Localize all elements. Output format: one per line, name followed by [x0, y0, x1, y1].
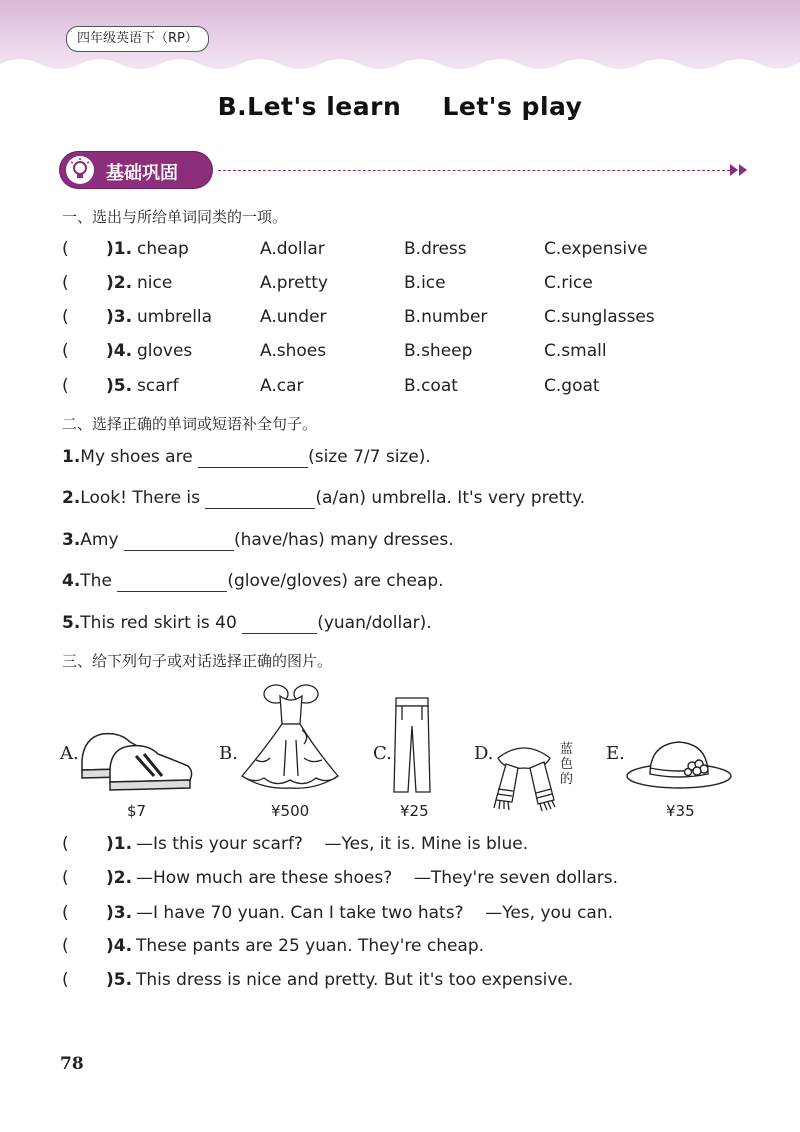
- title-part2: Let's play: [442, 92, 583, 121]
- answer-paren[interactable]: (: [62, 341, 69, 361]
- sentence-number: 3.: [62, 530, 81, 550]
- option-a: A.dollar: [260, 239, 325, 259]
- sentence-after: (size 7/7 size).: [308, 447, 431, 467]
- color-note: 蓝色的: [560, 742, 574, 787]
- page-title: [0, 92, 800, 121]
- option-c: C.expensive: [544, 239, 648, 259]
- question-number: )1.: [106, 834, 133, 854]
- question-text: —I have 70 yuan. Can I take two hats? —Yes, you can.: [136, 903, 614, 923]
- question-number: )2.: [106, 273, 133, 293]
- sentence-before: The: [80, 571, 118, 591]
- answer-paren[interactable]: (: [62, 834, 69, 854]
- sentence-before: Look! There is: [80, 488, 206, 508]
- option-a: A.under: [260, 307, 327, 327]
- question-word: scarf: [137, 376, 179, 396]
- sentence-after: (glove/gloves) are cheap.: [227, 571, 444, 591]
- question-text: —How much are these shoes? —They're seven dollars.: [136, 868, 619, 888]
- price-label: ¥25: [400, 802, 429, 820]
- question-word: nice: [137, 273, 173, 293]
- option-a: A.pretty: [260, 273, 328, 293]
- option-b: B.coat: [404, 376, 458, 396]
- answer-paren[interactable]: (: [62, 239, 69, 259]
- answer-paren[interactable]: (: [62, 376, 69, 396]
- picture-label: E.: [606, 743, 625, 764]
- question-word: gloves: [137, 341, 193, 361]
- option-c: C.goat: [544, 376, 600, 396]
- option-b: B.ice: [404, 273, 446, 293]
- price-label: $7: [127, 802, 147, 820]
- fill-sentence: [62, 613, 432, 634]
- option-b: B.number: [404, 307, 488, 327]
- hat-icon: [624, 736, 734, 794]
- part3-instruction: 三、给下列句子或对话选择正确的图片。: [62, 652, 333, 670]
- question-number: )5.: [106, 970, 133, 990]
- picture-label: A.: [60, 743, 79, 764]
- question-number: )1.: [106, 239, 133, 259]
- option-b: B.dress: [404, 239, 467, 259]
- answer-blank[interactable]: [242, 613, 317, 634]
- section-label: 基础巩固: [106, 163, 178, 184]
- sentence-number: 5.: [62, 613, 81, 633]
- fill-sentence: [62, 530, 454, 551]
- price-label: ¥35: [666, 802, 695, 820]
- lightbulb-icon: [66, 156, 94, 184]
- title-part1: B.Let's learn: [217, 92, 402, 121]
- sentence-before: Amy: [80, 530, 124, 550]
- sentence-after: (a/an) umbrella. It's very pretty.: [315, 488, 586, 508]
- fill-sentence: [62, 447, 431, 468]
- answer-paren[interactable]: (: [62, 307, 69, 327]
- question-number: )3.: [106, 307, 133, 327]
- option-c: C.sunglasses: [544, 307, 655, 327]
- option-b: B.sheep: [404, 341, 473, 361]
- option-c: C.small: [544, 341, 607, 361]
- answer-blank[interactable]: [124, 530, 234, 551]
- page-number: 78: [60, 1054, 84, 1074]
- fill-sentence: [62, 488, 585, 509]
- question-number: )4.: [106, 341, 133, 361]
- option-a: A.shoes: [260, 341, 327, 361]
- section-divider: [218, 170, 730, 171]
- question-word: cheap: [137, 239, 189, 259]
- picture-label: D.: [474, 743, 494, 764]
- fill-sentence: [62, 571, 444, 592]
- part2-instruction: 二、选择正确的单词或短语补全句子。: [62, 415, 318, 433]
- question-word: umbrella: [137, 307, 213, 327]
- picture-label: C.: [373, 743, 392, 764]
- sentence-number: 2.: [62, 488, 81, 508]
- answer-paren[interactable]: (: [62, 868, 69, 888]
- question-text: This dress is nice and pretty. But it's too expensive.: [136, 970, 574, 990]
- answer-blank[interactable]: [198, 447, 308, 468]
- shoes-icon: [76, 720, 196, 792]
- dress-icon: [234, 680, 344, 796]
- option-c: C.rice: [544, 273, 593, 293]
- book-tag: 四年级英语下（RP）: [66, 26, 209, 52]
- double-arrow-icon: [730, 162, 750, 182]
- sentence-number: 1.: [62, 447, 81, 467]
- price-label: ¥500: [271, 802, 310, 820]
- pants-icon: [390, 696, 434, 796]
- sentence-before: My shoes are: [80, 447, 199, 467]
- option-a: A.car: [260, 376, 304, 396]
- picture-label: B.: [219, 743, 238, 764]
- answer-blank[interactable]: [117, 571, 227, 592]
- question-number: )2.: [106, 868, 133, 888]
- answer-blank[interactable]: [205, 488, 315, 509]
- question-number: )5.: [106, 376, 133, 396]
- sentence-after: (have/has) many dresses.: [233, 530, 454, 550]
- question-text: These pants are 25 yuan. They're cheap.: [136, 936, 485, 956]
- answer-paren[interactable]: (: [62, 936, 69, 956]
- answer-paren[interactable]: (: [62, 273, 69, 293]
- sentence-after: (yuan/dollar).: [317, 613, 432, 633]
- answer-paren[interactable]: (: [62, 903, 69, 923]
- answer-paren[interactable]: (: [62, 970, 69, 990]
- scarf-icon: [488, 738, 562, 812]
- question-number: )3.: [106, 903, 133, 923]
- question-number: )4.: [106, 936, 133, 956]
- question-text: —Is this your scarf? —Yes, it is. Mine is blue.: [136, 834, 529, 854]
- sentence-before: This red skirt is 40: [80, 613, 243, 633]
- part1-instruction: 一、选出与所给单词同类的一项。: [62, 208, 288, 226]
- sentence-number: 4.: [62, 571, 81, 591]
